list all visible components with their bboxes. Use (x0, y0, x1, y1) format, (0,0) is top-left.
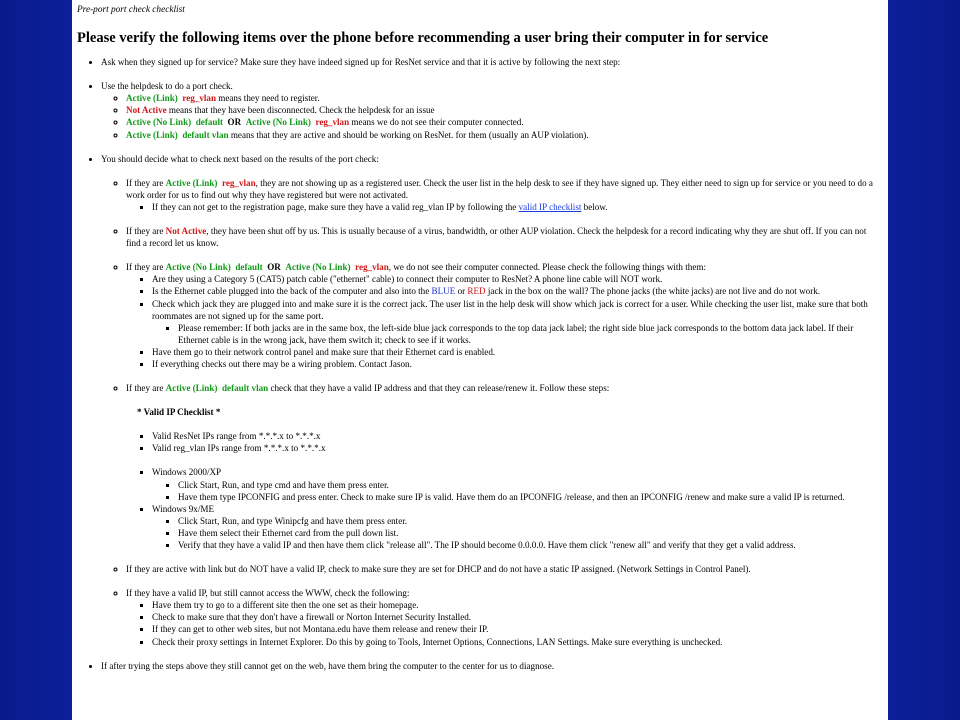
win9x-step: ▪ Verify that they have a valid IP and then have them click "release all". The IP should become 0.0.0.0. Have them click "renew all" and verify that they get a valid address. (178, 539, 882, 551)
list-item-bring-in: • If after trying the steps above they still cannot get on the web, have them bring the computer to the center for us to diagnose. (101, 660, 882, 672)
www-step: ▪ Check to make sure that they don't have a firewall or Norton Internet Security Installed. (152, 611, 882, 623)
resnet-ip-range: ▪ Valid ResNet IPs range from *.*.*.x to *.*.*.x (152, 430, 882, 442)
www-step: ▪ Have them try to go to a different site then the one set as their homepage. (152, 599, 882, 611)
decision-www: ◦ If they have a valid IP, but still cannot access the WWW, check the following: ▪ Have them try to go to a different site then the one set as their homepage. ▪ Check to make sure that they don't have a firewall or Norton Internet Security Installed. ▪ If they can get to other web sites, but not Montana.edu have them release and renew their IP. ▪ Check their proxy settings in Internet Explorer. Do this by going to Tools, Internet Options, Connections, LAN Settings. Make sure everything is unchecked. (126, 587, 882, 647)
result-active-nolink: ◦ Active (No Link) default OR Active (No Link) reg_vlan means we do not see their computer connected. (126, 116, 882, 128)
check-ethernet-enabled: ▪ Have them go to their network control panel and make sure that their Ethernet card is enabled. (152, 346, 882, 358)
decision-not-active: ◦ If they are Not Active, they have been shut off by us. This is usually because of a virus, bandwidth, or other AUP violation. Check the helpdesk for a record indicating why they are shut off. If you can not find a record let us know. (126, 225, 882, 261)
decision-active-link-reg: ◦ If they are Active (Link) reg_vlan, they are not showing up as a registered user. Check the user list in the help desk to see if they have signed up. They either need to sign up for service or you need to do a work order for us to find out why they have registered but were not activated. ▪ If they can not get to the registration page, make sure they have a valid reg_vlan IP by following the valid IP checklist below. (126, 177, 882, 225)
list-item-decide: • You should decide what to check next based on the results of the port check: ◦ If they are Active (Link) reg_vlan, they are not showing up as a registered user. Check the user list in the help desk to see if they have signed up. They either need to sign up for service or you need to do a work order for us to find out why they have registered but were not activated. ▪ If they can not get to the registration page, make sure they have a valid reg_vlan IP by following the valid IP checklist below. ◦ If they are Not Active, they have been shut off by us. This is usually because of a virus, bandwidth, or other AUP violation. Check the helpdesk for a record indicating why they are shut off. If you can not find a record let us know. ◦ If they are Active (No Link) default OR Active (No Link) reg_vlan, we do not see their computer connected. Please check the following things with them: ▪ Are they using a Category 5 (CAT5) patch cable ("ethernet" cable) to connect their computer to ResNet? A phone line cable will NOT work. ▪ Is the Ethernet cable plugged into the back of the computer and also into the BLUE or RED jack in the box on the wall? The phone jacks (the white jacks) are not live and do not work. ▪ Check which jack they are plugged into and make sure it is the correct jack. The user list in the help desk will show which jack is correct for a user. While checking the user list, make sure that both roommates are not signed up for the same port. ▪ Please remember: If both jacks are in the same box, the left-side blue jack corresponds to the top data jack label; the right side blue jack corresponds to the bottom data jack label. If their Ethernet cable is in the wrong jack, have them switch it; check to see if it works. ▪ Have them go to their network control panel and make sure that their Ethernet card is enabled. ▪ If everything checks out there may be a wiring problem. Contact Jason. ◦ If they are Active (Link) default vlan check that they have a valid IP address and that they can release/renew it. Follow these steps: * Valid IP Checklist * ▪ Valid ResNet IPs range from *.*.*.x to *.*.*.x ▪ Valid reg_vlan IPs range from *.*.*.x to *.*.*.x ▪ Windows 2000/XP ▪ Click Start, Run, and type cmd and have them press enter. ▪ Have them type IPCONFIG and press enter. Check to make sure IP is valid. Have them do an IPCONFIG /release, and then an IPCONFIG /renew and make sure a valid IP is returned. ▪ Windows 9x/ME ▪ Click Start, Run, and type Winipcfg and have them press enter. ▪ Have them select their Ethernet card from the pull down list. ▪ Verify that they have a valid IP and then have them click "release all". The IP should become 0.0.0.0. Have them click "renew all" and verify that they get a valid address. ◦ If they are active with link but do NOT have a valid IP, check to make sure they are set for DHCP and do not have a static IP assigned. (Network Settings in Control Panel). ◦ If they have a valid IP, but still cannot access the WWW, check the following: ▪ Have them try to go to a different site then the one set as their homepage. ▪ Check to make sure that they don't have a firewall or Norton Internet Security Installed. ▪ If they can get to other web sites, but not Montana.edu have them release and renew their IP. ▪ Check their proxy settings in Internet Explorer. Do this by going to Tools, Internet Options, Connections, LAN Settings. Make sure everything is unchecked. (101, 153, 882, 648)
windows-2000-xp: ▪ Windows 2000/XP ▪ Click Start, Run, and type cmd and have them press enter. ▪ Have them type IPCONFIG and press enter. Check to make sure IP is valid. Have them do an IPCONFIG /release, and then an IPCONFIG /renew and make sure a valid IP is returned. (152, 466, 882, 502)
win2k-step: ▪ Have them type IPCONFIG and press enter. Check to make sure IP is valid. Have them do an IPCONFIG /release, and then an IPCONFIG /renew and make sure a valid IP is returned. (178, 491, 882, 503)
www-step: ▪ If they can get to other web sites, but not Montana.edu have them release and renew their IP. (152, 623, 882, 635)
registration-tip: ▪ If they can not get to the registration page, make sure they have a valid reg_vlan IP by following the valid IP checklist below. (152, 201, 882, 213)
valid-ip-checklist-link[interactable]: valid IP checklist (518, 201, 582, 212)
ip-checklist (126, 430, 882, 454)
document-page (72, 0, 888, 720)
valid-ip-checklist-heading: * Valid IP Checklist * (137, 407, 221, 418)
check-correct-jack: ▪ Check which jack they are plugged into and make sure it is the correct jack. The user list in the help desk will show which jack is correct for a user. While checking the user list, make sure that both roommates are not signed up for the same port. ▪ Please remember: If both jacks are in the same box, the left-side blue jack corresponds to the top data jack label; the right side blue jack corresponds to the bottom data jack label. If their Ethernet cable is in the wrong jack, have them switch it; check to see if it works. (152, 298, 882, 346)
main-list (77, 56, 882, 672)
list-item-signup: • Ask when they signed up for service? Make sure they have indeed signed up for ResNet service and that it is active by following the next step: (101, 56, 882, 68)
result-active-link-default: ◦ Active (Link) default vlan means that they are active and should be working on ResNet. for them (usually an AUP violation). (126, 129, 882, 141)
page-header: Pre-port port check checklist (77, 5, 185, 15)
result-not-active: ◦ Not Active means that they have been disconnected. Check the helpdesk for an issue (126, 104, 882, 116)
win9x-step: ▪ Have them select their Ethernet card from the pull down list. (178, 527, 882, 539)
check-cable-type: ▪ Are they using a Category 5 (CAT5) patch cable ("ethernet" cable) to connect their computer to ResNet? A phone line cable will NOT work. (152, 273, 882, 285)
win2k-step: ▪ Click Start, Run, and type cmd and have them press enter. (178, 479, 882, 491)
windows-9x-me: ▪ Windows 9x/ME ▪ Click Start, Run, and type Winipcfg and have them press enter. ▪ Have them select their Ethernet card from the pull down list. ▪ Verify that they have a valid IP and then have them click "release all". The IP should become 0.0.0.0. Have them click "renew all" and verify that they get a valid address. (152, 503, 882, 551)
decision-dhcp: ◦ If they are active with link but do NOT have a valid IP, check to make sure they are set for DHCP and do not have a static IP assigned. (Network Settings in Control Panel). (126, 563, 882, 587)
www-step: ▪ Check their proxy settings in Internet Explorer. Do this by going to Tools, Internet Options, Connections, LAN Settings. Make sure everything is unchecked. (152, 636, 882, 648)
wiring-problem: ▪ If everything checks out there may be a wiring problem. Contact Jason. (152, 358, 882, 370)
result-active-link-reg: ◦ Active (Link) reg_vlan means they need to register. (126, 92, 882, 104)
win9x-step: ▪ Click Start, Run, and type Winipcfg and have them press enter. (178, 515, 882, 527)
decision-active-link-default: ◦ If they are Active (Link) default vlan check that they have a valid IP address and that they can release/renew it. Follow these steps: * Valid IP Checklist * ▪ Valid ResNet IPs range from *.*.*.x to *.*.*.x ▪ Valid reg_vlan IPs range from *.*.*.x to *.*.*.x ▪ Windows 2000/XP ▪ Click Start, Run, and type cmd and have them press enter. ▪ Have them type IPCONFIG and press enter. Check to make sure IP is valid. Have them do an IPCONFIG /release, and then an IPCONFIG /renew and make sure a valid IP is returned. ▪ Windows 9x/ME ▪ Click Start, Run, and type Winipcfg and have them press enter. ▪ Have them select their Ethernet card from the pull down list. ▪ Verify that they have a valid IP and then have them click "release all". The IP should become 0.0.0.0. Have them click "renew all" and verify that they get a valid address. (126, 382, 882, 563)
port-check-results (101, 92, 882, 140)
jack-note: ▪ Please remember: If both jacks are in the same box, the left-side blue jack corresponds to the top data jack label; the right side blue jack corresponds to the bottom data jack label. If their Ethernet cable is in the wrong jack, have them switch it; check to see if it works. (178, 322, 882, 346)
page-title: Please verify the following items over the phone before recommending a user bring their computer in for service (77, 30, 769, 47)
decision-active-nolink: ◦ If they are Active (No Link) default OR Active (No Link) reg_vlan, we do not see their computer connected. Please check the following things with them: ▪ Are they using a Category 5 (CAT5) patch cable ("ethernet" cable) to connect their computer to ResNet? A phone line cable will NOT work. ▪ Is the Ethernet cable plugged into the back of the computer and also into the BLUE or RED jack in the box on the wall? The phone jacks (the white jacks) are not live and do not work. ▪ Check which jack they are plugged into and make sure it is the correct jack. The user list in the help desk will show which jack is correct for a user. While checking the user list, make sure that both roommates are not signed up for the same port. ▪ Please remember: If both jacks are in the same box, the left-side blue jack corresponds to the top data jack label; the right side blue jack corresponds to the bottom data jack label. If their Ethernet cable is in the wrong jack, have them switch it; check to see if it works. ▪ Have them go to their network control panel and make sure that their Ethernet card is enabled. ▪ If everything checks out there may be a wiring problem. Contact Jason. (126, 261, 882, 382)
decision-list (101, 177, 882, 648)
check-cable-plugged: ▪ Is the Ethernet cable plugged into the back of the computer and also into the BLUE or RED jack in the box on the wall? The phone jacks (the white jacks) are not live and do not work. (152, 285, 882, 297)
regvlan-ip-range: ▪ Valid reg_vlan IPs range from *.*.*.x to *.*.*.x (152, 442, 882, 454)
list-item-port-check: • Use the helpdesk to do a port check. ◦ Active (Link) reg_vlan means they need to register. ◦ Not Active means that they have been disconnected. Check the helpdesk for an issue ◦ Active (No Link) default OR Active (No Link) reg_vlan means we do not see their computer connected. ◦ Active (Link) default vlan means that they are active and should be working on ResNet. for them (usually an AUP violation). (101, 80, 882, 140)
